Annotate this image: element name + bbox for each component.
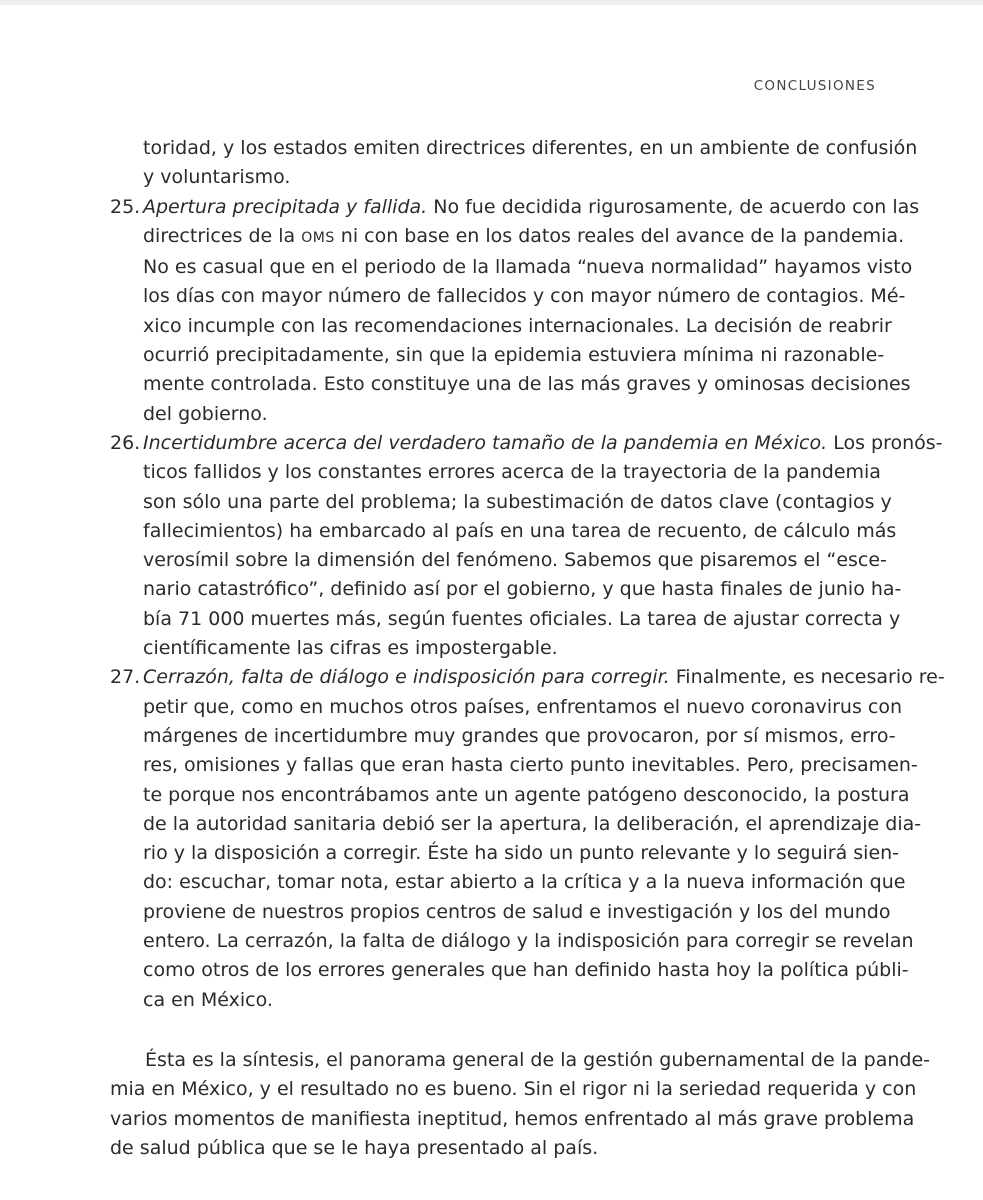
text-line: varios momentos de manifiesta ineptitud, hemos enfrentado al más grave problema bbox=[110, 1107, 915, 1130]
text-line: del gobierno. bbox=[143, 402, 268, 425]
text-line: toridad, y los estados emiten directrices diferentes, en un ambiente de confusión bbox=[143, 137, 918, 159]
text-line: nario catastrófico”, definido así por el gobierno, y que hasta finales de junio ha- bbox=[143, 578, 902, 601]
text-line: ticos fallidos y los constantes errores acerca de la trayectoria de la pandemia bbox=[143, 461, 881, 484]
text-line: ca en México. bbox=[143, 988, 273, 1011]
text-line: fallecimientos) ha embarcado al país en una tarea de recuento, de cálculo más bbox=[143, 519, 897, 542]
text-line: rio y la disposición a corregir. Éste ha sido un punto relevante y lo seguirá sien- bbox=[143, 842, 900, 865]
item-text: No fue decidida rigurosamente, de acuerdo con las bbox=[427, 195, 920, 218]
text-line: mia en México, y el resultado no es bueno. Sin el rigor ni la seriedad requerida y con bbox=[110, 1078, 917, 1101]
list-number: 25. bbox=[110, 195, 141, 218]
list-item-26 bbox=[110, 429, 943, 663]
list-number: 27. bbox=[110, 666, 141, 689]
text-line: directrices de la OMS ni con base en los datos reales del avance de la pandemia. bbox=[143, 224, 905, 247]
item-title: Incertidumbre acerca del verdadero tamaño de la pandemia en México. bbox=[143, 431, 828, 454]
text-line: de salud pública que se le haya presentado al país. bbox=[110, 1136, 599, 1159]
list-item-27 bbox=[110, 663, 945, 1015]
closing-paragraph bbox=[110, 1046, 931, 1163]
item-text: Los pronós- bbox=[827, 431, 943, 454]
text-line: do: escuchar, tomar nota, estar abierto a la crítica y a la nueva información que bbox=[143, 871, 906, 894]
text-line: los días con mayor número de fallecidos y con mayor número de contagios. Mé- bbox=[143, 285, 906, 308]
running-head: CONCLUSIONES bbox=[753, 78, 876, 94]
list-number: 26. bbox=[110, 431, 141, 454]
paragraph-gap bbox=[110, 1015, 876, 1046]
text-line: te porque nos encontrábamos ante un agente patógeno desconocido, la postura bbox=[143, 783, 910, 806]
list-item-first-line bbox=[110, 663, 945, 692]
text-line: ocurrió precipitadamente, sin que la epidemia estuviera mínima ni razonable- bbox=[143, 344, 885, 367]
text-line: como otros de los errores generales que han definido hasta hoy la política públi- bbox=[143, 959, 909, 982]
item-text: Finalmente, es necesario re- bbox=[669, 666, 945, 689]
text-line: mente controlada. Esto constituye una de las más graves y ominosas decisiones bbox=[143, 373, 911, 396]
abbreviation-oms: OMS bbox=[301, 229, 335, 246]
item-title: Apertura precipitada y fallida. bbox=[143, 195, 428, 218]
text-line: proviene de nuestros propios centros de salud e investigación y los del mundo bbox=[143, 900, 891, 923]
text-line: xico incumple con las recomendaciones internacionales. La decisión de reabrir bbox=[143, 314, 892, 337]
list-item-first-line bbox=[110, 429, 943, 458]
continuation-paragraph bbox=[110, 134, 918, 193]
text-line: res, omisiones y fallas que eran hasta cierto punto inevitables. Pero, precisamen- bbox=[143, 754, 918, 777]
text-line: de la autoridad sanitaria debió ser la apertura, la deliberación, el aprendizaje dia- bbox=[143, 812, 922, 835]
text-line: Ésta es la síntesis, el panorama general de la gestión gubernamental de la pande- bbox=[145, 1048, 931, 1071]
text-line: petir que, como en muchos otros países, enfrentamos el nuevo coronavirus con bbox=[143, 695, 902, 718]
top-edge-strip bbox=[0, 0, 983, 5]
text-line: científicamente las cifras es impostergable. bbox=[143, 637, 558, 660]
text-line: bía 71 000 muertes más, según fuentes oficiales. La tarea de ajustar correcta y bbox=[143, 607, 901, 630]
text-line: verosímil sobre la dimensión del fenómeno. Sabemos que pisaremos el “esce- bbox=[143, 549, 887, 572]
item-title: Cerrazón, falta de diálogo e indisposición para corregir. bbox=[143, 666, 670, 689]
page-body bbox=[110, 134, 945, 1163]
text-line: son sólo una parte del problema; la subestimación de datos clave (contagios y bbox=[143, 490, 892, 513]
text-line: y voluntarismo. bbox=[143, 166, 291, 189]
list-item-25 bbox=[110, 193, 920, 429]
list-item-first-line bbox=[110, 193, 920, 222]
text-line: entero. La cerrazón, la falta de diálogo y la indisposición para corregir se revelan bbox=[143, 930, 914, 953]
text-line: márgenes de incertidumbre muy grandes que provocaron, por sí mismos, erro- bbox=[143, 724, 896, 747]
text-line: No es casual que en el periodo de la llamada “nueva normalidad” hayamos visto bbox=[143, 256, 913, 279]
